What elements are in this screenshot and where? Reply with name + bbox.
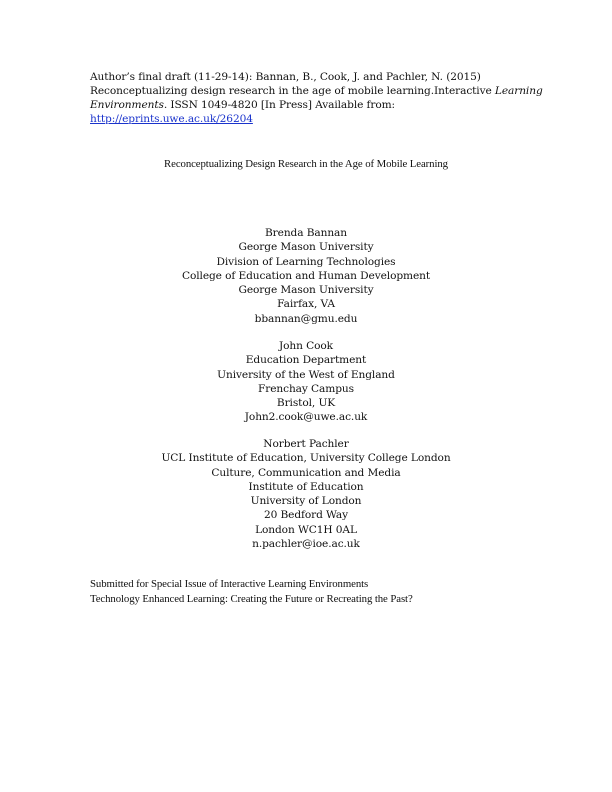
author-location: Bristol, UK [276, 397, 336, 410]
author-affiliation: College of Education and Human Development [181, 269, 431, 282]
author-address: London WC1H 0AL [255, 523, 357, 536]
author-affiliation: George Mason University [238, 284, 374, 297]
author-address: 20 Bedford Way [263, 509, 349, 522]
author-affiliation: Education Department [245, 354, 367, 367]
citation-line-3 [90, 98, 530, 112]
author-email: John2.cook@uwe.ac.uk [244, 411, 368, 424]
citation-note [90, 70, 543, 126]
author-name: Norbert Pachler [263, 438, 349, 450]
citation-line-1: Author’s final draft (11-29-14): Bannan, B., Cook, J. and Pachler, N. (2015) [90, 71, 481, 83]
author-affiliation: University of the West of England [217, 368, 395, 381]
author-affiliation: Frenchay Campus [258, 382, 354, 395]
eprint-link[interactable]: http://eprints.uwe.ac.uk/26204 [90, 113, 253, 125]
paper-title: Reconceptualizing Design Research in the Age of Mobile Learning [164, 158, 448, 170]
citation-journal-part-1: Learning [494, 85, 543, 97]
citation-link-line [90, 112, 530, 126]
author-affiliation: Institute of Education [248, 480, 364, 493]
author-name: Brenda Bannan [265, 227, 347, 239]
author-email: n.pachler@ioe.ac.uk [252, 538, 360, 551]
author-location: Fairfax, VA [277, 298, 335, 311]
author-email: bbannan@gmu.edu [254, 312, 358, 325]
author-affiliation: Culture, Communication and Media [211, 466, 401, 479]
author-block-cook [0, 339, 612, 425]
author-affiliation: University of London [250, 495, 362, 508]
citation-journal-part-2: Environments. [90, 99, 168, 111]
author-affiliation: George Mason University [238, 241, 374, 254]
author-block-pachler [0, 437, 612, 551]
author-name: John Cook [278, 340, 334, 352]
citation-line-3-text: ISSN 1049-4820 [In Press] Available from: [167, 99, 396, 111]
author-affiliation: UCL Institute of Education, University College London [161, 452, 451, 465]
submission-note [90, 577, 530, 606]
citation-line-2 [90, 84, 543, 98]
author-block-bannan [0, 226, 612, 326]
citation-line-2-text: Reconceptualizing design research in the age of mobile learning.Interactive [90, 85, 495, 97]
author-affiliation: Division of Learning Technologies [216, 255, 396, 268]
submission-line-2: Technology Enhanced Learning: Creating the Future or Recreating the Past? [90, 592, 413, 605]
submission-line-1: Submitted for Special Issue of Interactive Learning Environments [90, 578, 369, 590]
